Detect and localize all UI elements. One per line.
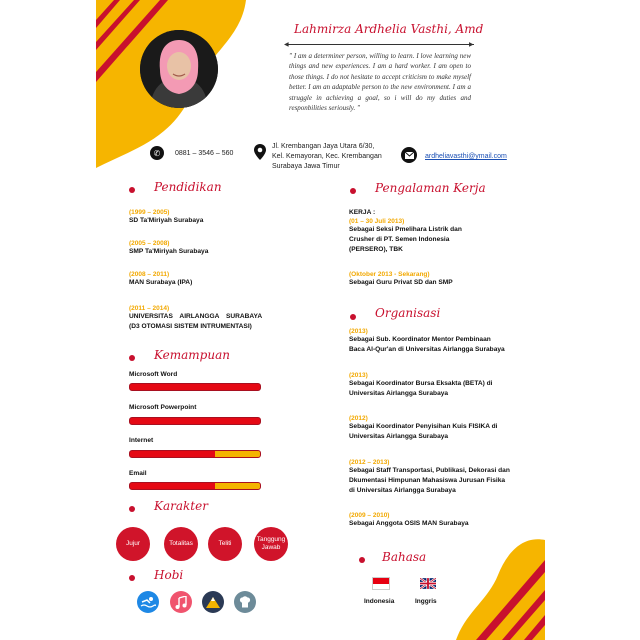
profile-photo	[140, 30, 218, 108]
job-years: (01 – 30 Juli 2013)	[349, 218, 405, 225]
indonesia-flag-icon	[372, 577, 390, 590]
language-label: Indonesia	[364, 598, 395, 605]
skill-label: Microsoft Word	[129, 371, 178, 378]
language-label: Inggris	[415, 598, 437, 605]
org-item	[349, 372, 529, 415]
job-line: Sebagai Seksi Pmelihara Listrik dan	[349, 226, 462, 233]
skill-bar	[129, 383, 261, 391]
job-years: (Oktober 2013 - Sekarang)	[349, 271, 430, 278]
uk-flag-icon	[420, 576, 436, 594]
address	[272, 142, 382, 172]
whatsapp-icon: ✆	[150, 146, 164, 160]
job-line: (PERSERO), TBK	[349, 246, 403, 253]
personal-statement: " I am a determiner person, willing to learn. I love learning new things and new experiences. I am a hard worker. I am open to those things. I do not hesitate to accept criticism to make myself better. I am an adaptable person to the new environment. I am a struggle in achieving a goal, so i will do my duties and responbilities seriously. "	[289, 52, 471, 113]
trait-circle: Jujur	[116, 527, 150, 561]
edu-years: (1999 – 2005)	[129, 209, 170, 216]
bahasa-heading: Bahasa	[382, 550, 427, 564]
org-item	[349, 512, 529, 529]
org-line: Sebagai Anggota OSIS MAN Surabaya	[349, 520, 469, 527]
pengalaman-list	[349, 208, 529, 288]
name-underline	[286, 44, 474, 45]
organisasi-bullet	[350, 314, 356, 320]
skill-bar-gap	[215, 483, 261, 489]
org-years: (2012 – 2013)	[349, 459, 390, 466]
org-years: (2012)	[349, 415, 368, 422]
skill-label: Email	[129, 470, 147, 477]
org-line: Sebagai Staff Transportasi, Publikasi, Dekorasi dan	[349, 467, 510, 474]
job-item	[349, 271, 529, 288]
organisasi-list	[349, 328, 529, 529]
cv-name: Lahmirza Ardhelia Vasthi, Amd	[294, 22, 484, 36]
job-line: Sebagai Guru Privat SD dan SMP	[349, 279, 453, 286]
cv-page	[96, 0, 545, 640]
cooking-icon	[234, 591, 256, 613]
address-line-1: Jl. Krembangan Jaya Utara 6/30,	[272, 143, 375, 150]
kerja-label: KERJA :	[349, 209, 376, 216]
org-years: (2009 – 2010)	[349, 512, 390, 519]
music-icon	[170, 591, 192, 613]
right-margin	[545, 0, 640, 640]
job-line: Crusher di PT. Semen Indonesia	[349, 236, 450, 243]
email-icon	[401, 147, 417, 163]
org-line: Dkumentasi Himpunan Mahasiswa Jurusan Fisika	[349, 477, 506, 484]
edu-item	[129, 305, 269, 332]
skill-bar	[129, 482, 261, 490]
trait-circle: Teliti	[208, 527, 242, 561]
job-item	[349, 218, 529, 271]
underline-arrow-left: ◀	[284, 42, 289, 48]
kemampuan-heading: Kemampuan	[154, 348, 230, 362]
karakter-heading: Karakter	[154, 499, 208, 513]
edu-years: (2005 – 2008)	[129, 240, 170, 247]
location-pin-icon	[254, 144, 266, 165]
skill-bar	[129, 450, 261, 458]
org-line: Sebagai Koordinator Bursa Eksakta (BETA) di	[349, 380, 493, 387]
bahasa-bullet	[359, 557, 365, 563]
edu-years: (2011 – 2014)	[129, 305, 170, 312]
org-item	[349, 415, 529, 459]
edu-years: (2008 – 2011)	[129, 271, 170, 278]
kemampuan-bullet	[129, 355, 135, 361]
edu-school: SMP Ta'Miriyah Surabaya	[129, 248, 209, 255]
trait-circle: Totalitas	[164, 527, 198, 561]
edu-item	[129, 240, 269, 271]
org-line: Universitas Airlangga Surabaya	[349, 390, 449, 397]
edu-school: MAN Surabaya (IPA)	[129, 279, 193, 286]
org-item	[349, 459, 529, 512]
address-line-2: Kel. Kemayoran, Kec. Krembangan	[272, 153, 382, 160]
edu-school: SD Ta'Miriyah Surabaya	[129, 217, 204, 224]
skill-label: Microsoft Powerpoint	[129, 404, 197, 411]
pengalaman-heading: Pengalaman Kerja	[375, 181, 486, 195]
edu-school: UNIVERSITAS AIRLANGGA SURABAYA	[129, 313, 263, 320]
hobi-heading: Hobi	[154, 568, 184, 582]
karakter-bullet	[129, 506, 135, 512]
pendidikan-bullet	[129, 187, 135, 193]
trait-circle: Tanggung Jawab	[254, 527, 288, 561]
phone-number: 0881 – 3546 – 560	[175, 150, 234, 157]
email-link[interactable]: ardheliavasthi@ymail.com	[425, 153, 507, 160]
org-item	[349, 328, 529, 372]
org-years: (2013)	[349, 328, 368, 335]
organisasi-heading: Organisasi	[375, 306, 441, 320]
underline-arrow-right: ▶	[469, 42, 474, 48]
edu-major: (D3 OTOMASI SISTEM INTRUMENTASI)	[129, 323, 252, 330]
hobi-bullet	[129, 575, 135, 581]
pengalaman-bullet	[350, 188, 356, 194]
left-margin	[0, 0, 96, 640]
org-line: Baca Al-Qur'an di Universitas Airlangga Surabaya	[349, 346, 505, 353]
org-line: Sebagai Sub. Koordinator Mentor Pembinaan	[349, 336, 491, 343]
pendidikan-heading: Pendidikan	[154, 180, 222, 194]
skill-bar	[129, 417, 261, 425]
hiking-icon	[202, 591, 224, 613]
address-line-3: Surabaya Jawa Timur	[272, 163, 340, 170]
org-line: Sebagai Koordinator Penyisihan Kuis FISIKA di	[349, 423, 498, 430]
skill-bar-gap	[215, 451, 261, 457]
swimming-icon	[137, 591, 159, 613]
org-years: (2013)	[349, 372, 368, 379]
skill-label: Internet	[129, 437, 154, 444]
org-line: Universitas Airlangga Surabaya	[349, 433, 449, 440]
org-line: di Universitas Airlangga Surabaya	[349, 487, 456, 494]
pendidikan-list	[129, 209, 269, 332]
edu-item	[129, 271, 269, 305]
edu-item	[129, 209, 269, 240]
